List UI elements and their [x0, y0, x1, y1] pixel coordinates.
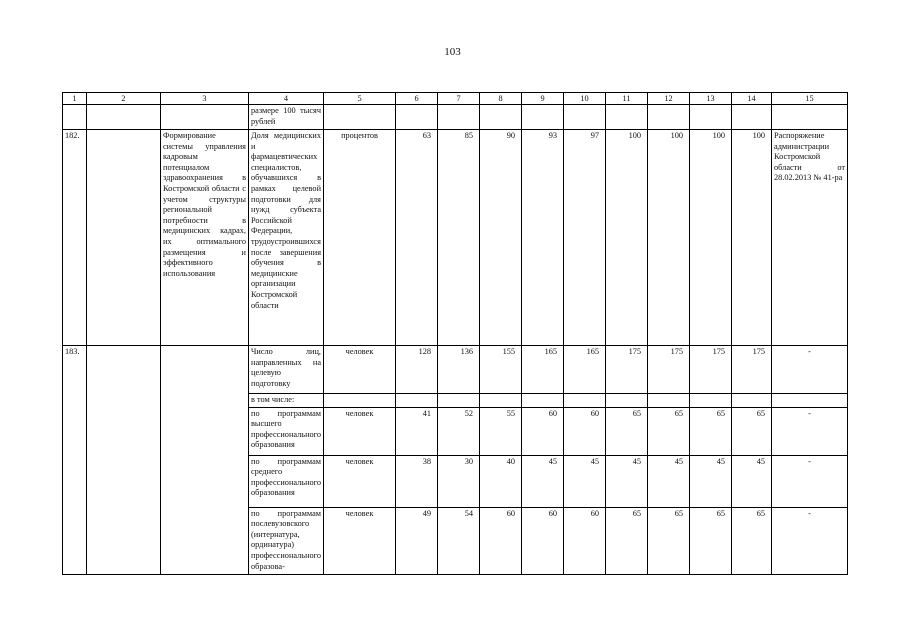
value-cell: 100 [690, 130, 732, 346]
value-cell: 65 [690, 407, 732, 455]
table-row-183 [63, 346, 848, 394]
value-cell: 100 [732, 130, 772, 346]
column-number: 8 [480, 93, 522, 105]
unit-cell: человек [324, 407, 396, 455]
task-cell: Формирование системы управления кадровым потенциалом здравоохранения в Костромской области с учетом структуры региональной потребности в медицинских кадрах, их оптимального размещения и эффективного использования [161, 130, 249, 346]
value-cell: 40 [480, 455, 522, 507]
column-number: 10 [564, 93, 606, 105]
value-cell: 175 [648, 346, 690, 394]
unit-cell: процентов [324, 130, 396, 346]
value-cell: 175 [606, 346, 648, 394]
value-cell: 55 [480, 407, 522, 455]
row-number: 183. [63, 346, 87, 575]
value-cell: 45 [564, 455, 606, 507]
value-cell: 45 [648, 455, 690, 507]
column-number: 15 [772, 93, 848, 105]
value-cell: 38 [396, 455, 438, 507]
value-cell: 65 [606, 507, 648, 574]
column-number-row [63, 93, 848, 105]
indicator-cell: Доля медицинских и фармацевтических специалистов, обучавшихся в рамках целевой подготовки для нужд субъекта Российской Федерации, трудоустроившихся после завершения обучения в медицинские организации Костромской области [249, 130, 324, 346]
value-cell: 175 [732, 346, 772, 394]
value-cell: 52 [438, 407, 480, 455]
column-number: 3 [161, 93, 249, 105]
value-cell: 45 [606, 455, 648, 507]
value-cell: 85 [438, 130, 480, 346]
unit-cell: человек [324, 346, 396, 394]
value-cell: 60 [522, 507, 564, 574]
value-cell: 136 [438, 346, 480, 394]
row-number: 182. [63, 130, 87, 346]
value-cell: 155 [480, 346, 522, 394]
value-cell: 165 [522, 346, 564, 394]
indicator-cell: размере 100 тысяч рублей [249, 105, 324, 130]
value-cell: 97 [564, 130, 606, 346]
value-cell: 165 [564, 346, 606, 394]
value-cell: 60 [564, 507, 606, 574]
value-cell: 65 [648, 507, 690, 574]
value-cell: 65 [606, 407, 648, 455]
value-cell: 100 [648, 130, 690, 346]
value-cell: 90 [480, 130, 522, 346]
indicators-table [62, 92, 848, 575]
value-cell: 65 [648, 407, 690, 455]
column-number: 7 [438, 93, 480, 105]
source-cell: - [772, 346, 848, 394]
unit-cell: человек [324, 507, 396, 574]
source-cell: - [772, 507, 848, 574]
value-cell: 54 [438, 507, 480, 574]
column-number: 1 [63, 93, 87, 105]
value-cell: 60 [564, 407, 606, 455]
column-number: 2 [87, 93, 161, 105]
value-cell: 30 [438, 455, 480, 507]
indicator-cell: в том числе: [249, 394, 324, 408]
value-cell: 41 [396, 407, 438, 455]
table-row-continuation [63, 105, 848, 130]
column-number: 6 [396, 93, 438, 105]
value-cell: 45 [732, 455, 772, 507]
column-number: 5 [324, 93, 396, 105]
value-cell: 100 [606, 130, 648, 346]
value-cell: 60 [522, 407, 564, 455]
column-number: 9 [522, 93, 564, 105]
column-number: 11 [606, 93, 648, 105]
value-cell: 45 [522, 455, 564, 507]
indicator-cell: по программам послевузовского (интернатура, ординатура) профессионального образова- [249, 507, 324, 574]
indicator-cell: Число лиц, направленных на целевую подготовку [249, 346, 324, 394]
source-cell: - [772, 455, 848, 507]
value-cell: 128 [396, 346, 438, 394]
value-cell: 65 [732, 507, 772, 574]
page-number: 103 [444, 46, 461, 58]
column-number: 12 [648, 93, 690, 105]
unit-cell: человек [324, 455, 396, 507]
column-number: 14 [732, 93, 772, 105]
column-number: 13 [690, 93, 732, 105]
value-cell: 175 [690, 346, 732, 394]
indicator-cell: по программам высшего профессионального образования [249, 407, 324, 455]
value-cell: 49 [396, 507, 438, 574]
indicator-cell: по программам среднего профессионального образования [249, 455, 324, 507]
source-cell: Распоряжение администрации Костромской области от 28.02.2013 № 41-ра [772, 130, 848, 346]
value-cell: 93 [522, 130, 564, 346]
column-number: 4 [249, 93, 324, 105]
source-cell: - [772, 407, 848, 455]
value-cell: 65 [732, 407, 772, 455]
value-cell: 60 [480, 507, 522, 574]
value-cell: 65 [690, 507, 732, 574]
table-row-182 [63, 130, 848, 346]
value-cell: 63 [396, 130, 438, 346]
value-cell: 45 [690, 455, 732, 507]
